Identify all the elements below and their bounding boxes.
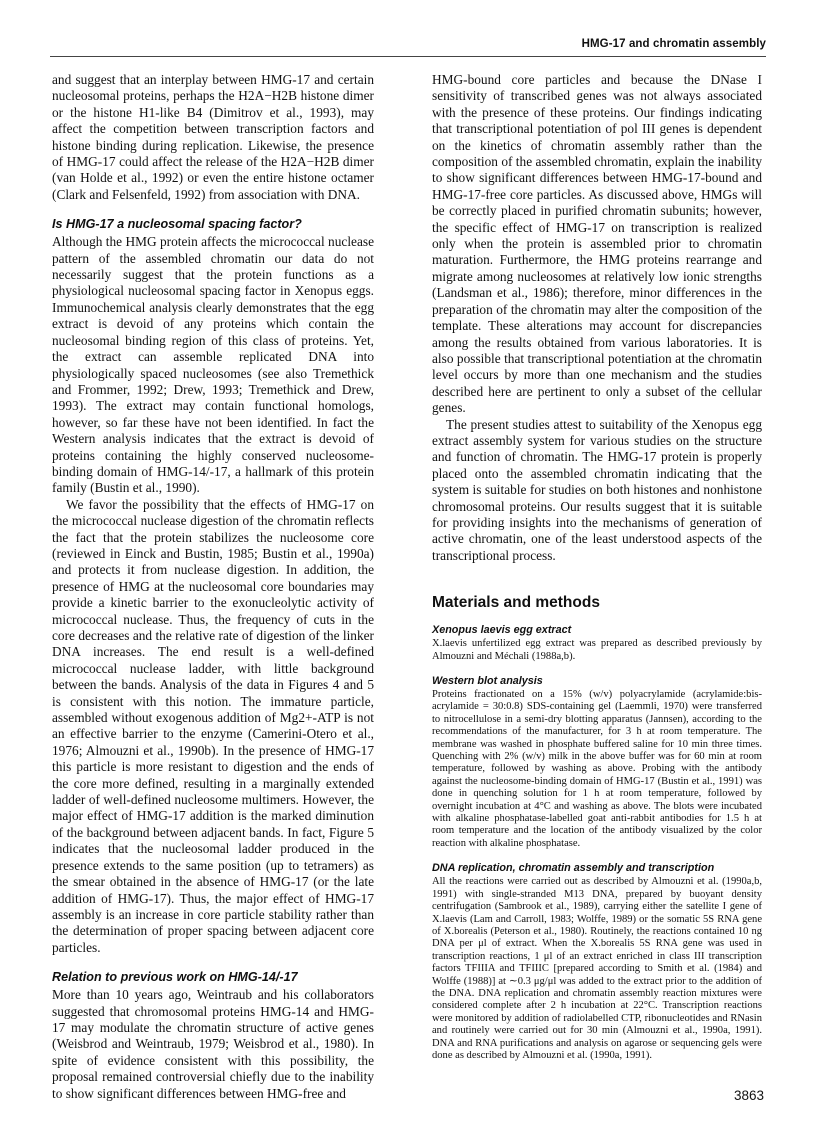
page-number: 3863 — [733, 1088, 764, 1103]
egg-extract-text: X.laevis unfertilized egg extract was prepared as described previously by Almouzni and Méchali (1988a,b). — [432, 638, 762, 662]
dna-replication-text: All the reactions were carried out as described by Almouzni et al. (1990a,b, 1991) with single-stranded M13 DNA, prepared by buoyant density centrifugation (Sambrook et al., 1989), carrying either the satellite I gene of X.laevis (Lam and Carroll, 1983; Wolffe, 1989) or the somatic 5S RNA gene of X.borealis (Peterson et al., 1980). Routinely, the reactions contained 10 ng DNA per μl of extract. When the X.borealis 5S RNA gene was used in transcription reactions, 1 μl of an extract enriched in class III transcription factors TFIIIA and TFIIIC [prepared according to Smith et al. (1984) and Wolffe (1988)] at ∼0.3 μg/μl was added to the extract prior to the addition of the DNA. DNA replication and chromatin assembly reaction mixtures were considered complete after 2 h incubation at 22°C. Transcription reactions were monitored by addition of radiolabelled CTP, ribonucleotides and RNasin and routinely were carried out for 30 min (Almouzni et al., 1990a, 1991). DNA and RNA purifications and analysis on agarose or sequencing gels were done as described by Almouzni et al. (1990a, 1991). — [432, 876, 762, 1061]
right-paragraph-2: The present studies attest to suitability of the Xenopus egg extract assembly system for various studies on the structure and function of chromatin. The HMG-17 protein is properly placed onto the assembled chromatin indicating that the system is suitable for studies on both histones and nonhistone chromosomal proteins. Our results suggest that it is suitable for providing insights into the mechanisms of generation of active chromatin, one of the least understood aspects of the transcriptional process. — [432, 416, 762, 563]
header-rule — [50, 56, 766, 57]
left-paragraph-3: We favor the possibility that the effects of HMG-17 on the micrococcal nuclease digestion of the chromatin reflects the fact that the protein stabilizes the nucleosome core (reviewed in Einck and Bustin, 1985; Bustin et al., 1990a) and protects it from nuclease digestion. In addition, the presence of HMG at the nucleosomal core boundaries may provide a kinetic barrier to the exonucleolytic activity of micrococcal nuclease. Thus, the frequency of cuts in the core decreases and the relative rate of digestion of the linker DNA increases. The end result is a well-defined micrococcal nuclease ladder, with little background between the bands. Analysis of the data in Figures 4 and 5 is consistent with this notion. The immature particle, assembled without exogenous addition of Mg2+-ATP is not an effective barrier to the enzyme (Camerini-Otero et al., 1976; Almouzni et al., 1990b). In the presence of HMG-17 this particle is more resistant to digestion and the ends of the core more defined, resulting in a marginally extended ladder of well-defined nucleosome multimers. However, the major effect of HMG-17 addition is the marked diminution of the background between adjacent bands. In fact, Figure 5 indicates that the nucleosomal ladder produced in the presence extends to the same position (up to tetramers) as the smear obtained in the absence of HMG-17 (or the late addition of HMG-17). Thus, the major effect of HMG-17 assembly is an increase in core particle stability rather than the determination of proper spacing between adjacent core particles. — [52, 496, 374, 955]
right-column — [432, 72, 762, 1062]
left-paragraph-4: More than 10 years ago, Weintraub and his collaborators suggested that chromosomal proteins HMG-14 and HMG-17 may modulate the chromatin structure of active genes (Weisbrod and Weintraub, 1979; Weisbrod et al., 1980). In spite of evidence consistent with this possibility, the proposal remained controversial chiefly due to the inability to show significant differences between HMG-free and — [52, 987, 374, 1101]
left-paragraph-2: Although the HMG protein affects the micrococcal nuclease pattern of the assembled chromatin our data do not necessarily suggest that the protein functions as a physiological nucleosomal spacing factor in Xenopus eggs. Immunochemical analysis clearly demonstrates that the egg extract is devoid of any proteins which contain the nucleosomal binding region of this class of proteins. Yet, the extract can assemble replicated DNA into physiologically spaced nucleosomes (see also Tremethick and Frommer, 1992; Drew, 1993; Tremethick and Drew, 1993). The extract may contain functional homologs, however, so far these have not been identified. In fact the Western analysis indicates that the extract is devoid of proteins containing the highly conserved nucleosome-binding domain of HMG-14/-17, a hallmark of this protein family (Bustin et al., 1990). — [52, 234, 374, 496]
left-paragraph-1: and suggest that an interplay between HMG-17 and certain nucleosomal proteins, perhaps the H2A−H2B histone dimer or the histone H1-like B4 (Dimitrov et al., 1993), may affect the competition between transcription factors and histone binding during replication. Likewise, the presence of HMG-17 could affect the release of the H2A−H2B dimer (van Holde et al., 1992) or even the entire histone octamer (Clark and Felsenfeld, 1992) from association with DNA. — [52, 72, 374, 202]
subheading-western-blot: Western blot analysis — [432, 675, 543, 687]
western-blot-text: Proteins fractionated on a 15% (w/v) polyacrylamide (acrylamide:bis-acrylamide = 30:0.8) SDS-containing gel (Laemmli, 1970) were transferred to nitrocellulose in a semi-dry blotting apparatus (Jannsen), according to the recommendations of the manufacturer, for 3 h at room temperature. The membrane was washed in phosphate buffered saline for 10 min three times. Quenching with 2% (w/v) milk in the above buffer was for 60 min at room temperature, followed by washing as above. Probing with the antibody against the nucleosome-binding domain of HMG-17 (Bustin et al., 1991) was done in quenching solution for 1 h at room temperature, followed by overnight incubation at 4°C and washing as above. The blots were incubated with alkaline phosphatase-labelled goat anti-rabbit antibodies for 1.5 h at room temperature and the location of the antibody visualized by the color reaction with alkaline phosphatase. — [432, 689, 762, 849]
running-head: HMG-17 and chromatin assembly — [581, 38, 766, 50]
subheading-egg-extract: Xenopus laevis egg extract — [432, 624, 572, 637]
subheading-dna-replication: DNA replication, chromatin assembly and transcription — [432, 862, 715, 875]
section-title-materials-methods: Materials and methods — [432, 594, 600, 612]
right-paragraph-1: HMG-bound core particles and because the DNase I sensitivity of transcribed genes was not always associated with the presence of these proteins. Our findings indicating that transcriptional potentiation of pol III genes is dependent on the kinetics of chromatin assembly rather than the composition of the assembled chromatin, explain the inability to show significant differences between HMG-17-bound and HMG-17-free core particles. As discussed above, HMGs will be correctly placed in purified chromatin subunits; however, the specific effect of HMG-17 on transcription is realized only when the protein is assembled prior to chromatin maturation. Furthermore, the HMG proteins rearrange and migrate among nucleosomes at relatively low ionic strengths (Landsman et al., 1986); therefore, minor differences in the preparation of the chromatin may alter the composition of the template. These alterations may account for discrepancies among the results obtained from various laboratories. It is also possible that transcriptional potentiation at the chromatin level occurs by more than one mechanism and the studies described here are pertinent to only a subset of the cellular genes. — [432, 72, 762, 416]
left-column — [52, 72, 374, 1102]
heading-previous-work: Relation to previous work on HMG-14/-17 — [52, 970, 298, 985]
heading-spacing-factor: Is HMG-17 a nucleosomal spacing factor? — [52, 217, 302, 232]
